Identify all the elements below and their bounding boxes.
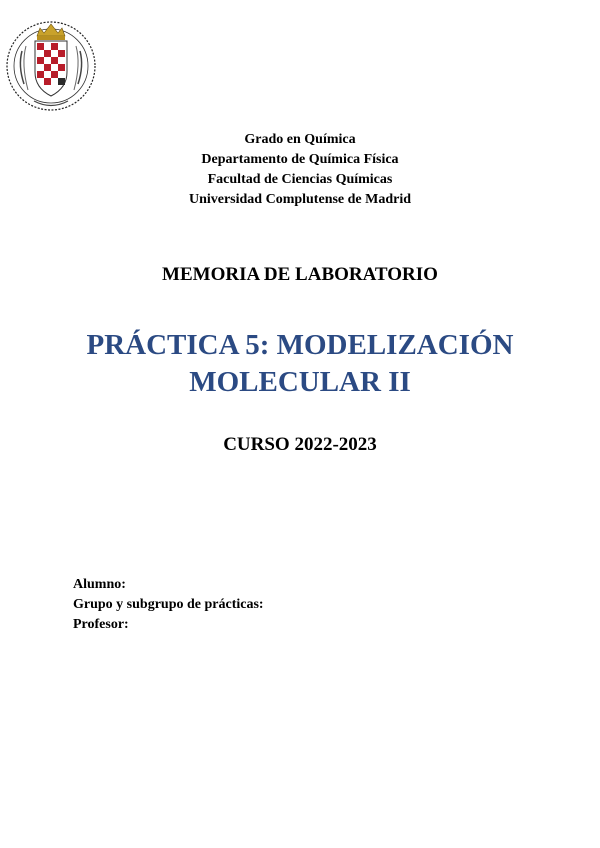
group-label: Grupo y subgrupo de prácticas: [73, 597, 264, 612]
institution-block [0, 130, 600, 210]
practice-title-line-2: MOLECULAR II [189, 366, 411, 398]
document-type: MEMORIA DE LABORATORIO [162, 264, 438, 285]
university-seal-icon [4, 6, 98, 126]
student-label: Alumno: [73, 577, 126, 592]
professor-label: Profesor: [73, 617, 129, 632]
degree-name: Grado en Química [244, 132, 356, 147]
practice-title-line-1: PRÁCTICA 5: MODELIZACIÓN [86, 329, 514, 361]
faculty-name: Facultad de Ciencias Químicas [207, 172, 393, 187]
practice-title [0, 327, 600, 401]
university-name: Universidad Complutense de Madrid [188, 192, 412, 207]
student-info-fields [73, 575, 264, 635]
department-name: Departamento de Química Física [201, 152, 399, 167]
course-year: CURSO 2022-2023 [223, 434, 377, 455]
